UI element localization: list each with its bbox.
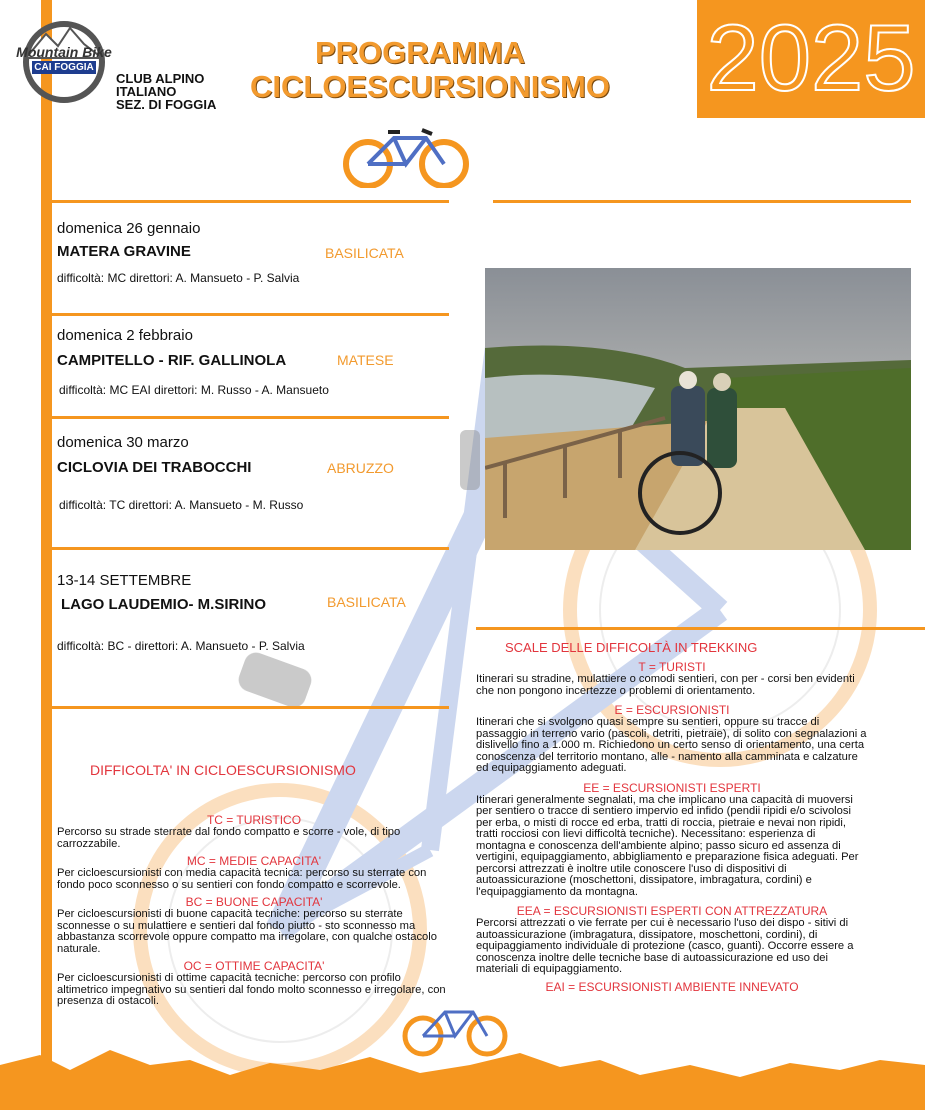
- title-line2: CICLOESCURSIONISMO: [250, 69, 610, 104]
- divider: [41, 706, 449, 709]
- level-title: T = TURISTI: [638, 660, 706, 674]
- level-text: Percorsi attrezzati o vie ferrate per cui è necessario l'uso dei dispo - sitivi di autoassicurazione (imbragatura, dissipatore, moschettoni, cordini), di equipaggiamento individuale di protezione (casco, guanti). Occorre essere a conoscenza inoltre delle tecniche base di autoassicurazione ed uso dei materiali di equipaggiamento.: [476, 917, 854, 975]
- level-title: OC = OTTIME CAPACITA': [183, 959, 325, 973]
- event-name: CICLOVIA DEI TRABOCCHI: [57, 459, 252, 476]
- level-title: MC = MEDIE CAPACITA': [186, 854, 322, 868]
- event-date: domenica 30 marzo: [57, 434, 189, 451]
- event-date: domenica 26 gennaio: [57, 220, 201, 237]
- cycling-difficulty-list: [57, 813, 451, 1008]
- level-text: Percorso su strade sterrate dal fondo compatto e scorre - vole, di tipo carrozzabile.: [57, 826, 401, 850]
- logo-city: FOGGIA: [54, 62, 94, 73]
- level-text: Per cicloescursionisti con media capacità tecnica: percorso su sterrate con fondo poco sconnesso o su sentieri con fondo compatto e scorrevole.: [57, 867, 427, 891]
- club-line3: SEZ. DI FOGGIA: [116, 97, 217, 112]
- event-details: difficoltà: MC direttori: A. Mansueto - P. Salvia: [57, 271, 300, 285]
- logo-cai: CAI: [34, 62, 52, 73]
- year: 2025: [706, 5, 916, 110]
- level-title: EEA = ESCURSIONISTI ESPERTI CON ATTREZZATURA: [516, 904, 828, 918]
- level-text: Per cicloescursionisti di ottime capacità tecniche: percorso con profilo altimetrico impegnativo su sentieri dal fondo molto sconnesso e irregolare, con presenza di ostacoli.: [57, 972, 446, 1007]
- club-name: [116, 72, 216, 111]
- divider: [476, 627, 925, 630]
- cycling-difficulty-heading: DIFFICOLTA' IN CICLOESCURSIONISMO: [90, 762, 356, 778]
- level-text: Itinerari generalmente segnalati, ma che implicano una capacità di muoversi per sentiero o tracce di sentiero impervio ed infido (pendii ripidi e/o scivolosi per erba, o misti di rocce ed erba, tratti di roccia, pietraie e nevai non ripidi, tratti rocciosi con lievi difficoltà tecniche). Necessitano: esperienza di montagna e conoscenza dell'ambiente alpino; passo sicuro ed assenza di vertigini, equipaggiamento, abbigliamento e preparazione fisica adeguati. Per percorsi attrezzati è inoltre utile conoscere l'uso di dispositivi di autoassicurazione (moschettoni, dissipatore, imbragatura, cordini) e l'equipaggiamento da montagna.: [476, 793, 859, 898]
- level-title: TC = TURISTICO: [206, 813, 302, 827]
- trekking-scale-list: [476, 660, 868, 994]
- event-1: [57, 220, 437, 290]
- mountain-logo-icon: [14, 16, 114, 104]
- level-title: BC = BUONE CAPACITA': [185, 895, 323, 909]
- level-title: EE = ESCURSIONISTI ESPERTI: [583, 780, 761, 795]
- club-line2: ITALIANO: [116, 84, 177, 99]
- club-line1: CLUB ALPINO: [116, 71, 205, 86]
- bicycle-icon: [336, 126, 476, 188]
- event-details: difficoltà: BC - direttori: A. Mansueto - P. Salvia: [57, 639, 305, 653]
- event-details: difficoltà: TC direttori: A. Mansueto - M. Russo: [59, 498, 304, 512]
- event-name: LAGO LAUDEMIO- M.SIRINO: [61, 596, 266, 613]
- title-line1: PROGRAMMA: [314, 35, 526, 70]
- event-region: MATESE: [337, 352, 394, 368]
- trekking-scale-heading: SCALE DELLE DIFFICOLTÀ IN TREKKING: [505, 640, 758, 655]
- level-title: E = ESCURSIONISTI: [614, 703, 730, 717]
- event-4: [57, 572, 437, 657]
- level-text: Itinerari che si svolgono quasi sempre su sentieri, oppure su tracce di passaggio in terreno vario (pascoli, detriti, pietraie), di solito con segnalazioni a dislivello fino a 1.000 m. Richiedono un certo senso di orientamento, una certa conoscenza del territorio montano, alle - namento alla camminata e calzature ed equipaggiamento adeguati.: [476, 716, 867, 774]
- level-text: Per cicloescursionisti di buone capacità tecniche: percorso su sterrate sconnesse o su mulattiere e sentieri dal fondo piutto - sto sconnesso ma abbastanza scorrevole oppure compatto ma irregolare, con qualche ostacolo naturale.: [57, 908, 437, 955]
- event-name: CAMPITELLO - RIF. GALLINOLA: [57, 352, 287, 369]
- event-2: [57, 327, 437, 397]
- event-date: domenica 2 febbraio: [57, 327, 193, 344]
- logo-brand: Mountain Bike: [16, 44, 112, 60]
- level-text: Itinerari su stradine, mulattiere o comodi sentieri, con per - corsi ben evidenti che non pongono incertezze o problemi di orientamento.: [476, 673, 855, 697]
- event-date: 13-14 SETTEMBRE: [57, 572, 192, 589]
- event-details: difficoltà: MC EAI direttori: M. Russo - A. Mansueto: [59, 383, 329, 397]
- logo-cai-badge: [32, 61, 96, 74]
- bicycle-icon: [395, 1000, 515, 1060]
- event-region: BASILICATA: [327, 594, 406, 610]
- divider: [493, 200, 911, 203]
- event-region: BASILICATA: [325, 245, 404, 261]
- club-logo: [14, 16, 114, 104]
- event-region: ABRUZZO: [327, 460, 394, 476]
- page-title: [250, 35, 610, 104]
- divider: [41, 200, 449, 203]
- divider: [41, 547, 449, 550]
- event-3: [57, 434, 437, 514]
- divider: [41, 313, 449, 316]
- event-name: MATERA GRAVINE: [57, 243, 191, 260]
- level-title: EAI = ESCURSIONISTI AMBIENTE INNEVATO: [545, 979, 799, 994]
- divider: [41, 416, 449, 419]
- cyclists-photo: [485, 268, 911, 550]
